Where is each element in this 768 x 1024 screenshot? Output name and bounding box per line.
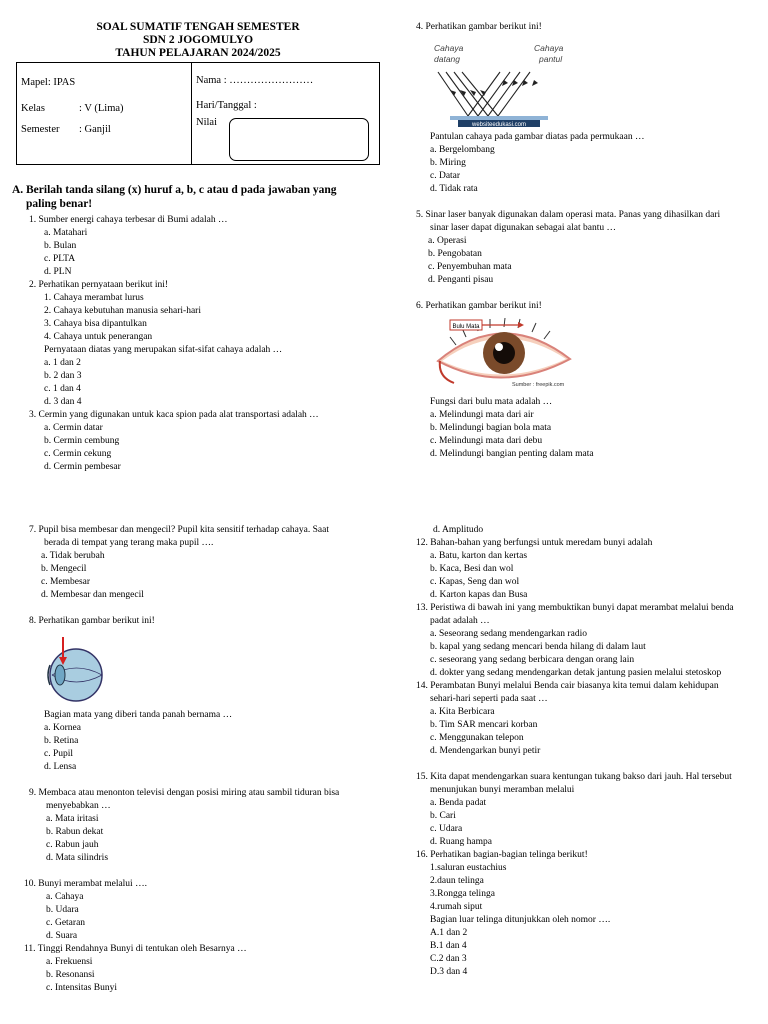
section-a-label: A. xyxy=(12,184,24,196)
semester-label: Semester xyxy=(21,124,60,135)
question-line: d. Melindungi bangian penting dalam mata xyxy=(430,449,594,459)
question-line: 4. Cahaya untuk penerangan xyxy=(44,332,153,342)
question-line: d. Karton kapas dan Busa xyxy=(430,590,528,600)
question-line: c. Intensitas Bunyi xyxy=(46,983,117,993)
question-line: c. PLTA xyxy=(44,254,76,264)
question-line: a. 1 dan 2 xyxy=(44,358,81,368)
question-line: c. 1 dan 4 xyxy=(44,384,81,394)
question-line: a. Batu, karton dan kertas xyxy=(430,551,528,561)
question-line: a. Melindungi mata dari air xyxy=(430,410,534,420)
question-line: Bagian luar telinga ditunjukkan oleh nomor …. xyxy=(430,915,611,925)
question-line: 8. Perhatikan gambar berikut ini! xyxy=(29,616,155,626)
question-line: d. Mata silindris xyxy=(46,853,109,863)
question-line: d. Lensa xyxy=(44,762,77,772)
reflected-light-label-2: pantul xyxy=(539,54,563,64)
info-divider xyxy=(191,63,192,164)
question-line: 2.daun telinga xyxy=(430,876,484,886)
incident-light-label-1: Cahaya xyxy=(434,43,464,53)
question-line: b. Miring xyxy=(430,158,466,168)
question-line: b. Mengecil xyxy=(41,564,87,574)
date-field[interactable]: Hari/Tanggal : xyxy=(196,100,257,111)
question-line: c. Rabun jauh xyxy=(46,840,99,850)
school-name: SDN 2 JOGOMULYO xyxy=(142,34,254,46)
question-line: a. Tidak berubah xyxy=(41,551,105,561)
eye-eyelash-figure xyxy=(432,317,578,391)
question-line: b. Melindungi bagian bola mata xyxy=(430,423,552,433)
question-line: c. seseorang yang sedang berbicara dengan orang lain xyxy=(430,655,635,665)
question-line: d. Amplitudo xyxy=(433,525,484,535)
question-line: a. Cahaya xyxy=(46,892,84,902)
question-line: a. Operasi xyxy=(428,236,467,246)
question-line: c. Menggunakan telepon xyxy=(430,733,524,743)
question-line: a. Kita Berbicara xyxy=(430,707,495,717)
question-line: d. dokter yang sedang mendengarkan detak jantung pasien melalui stetoskop xyxy=(430,668,722,678)
question-line: c. Penyembuhan mata xyxy=(428,262,512,272)
question-line: Pantulan cahaya pada gambar diatas pada permukaan … xyxy=(430,132,645,142)
question-line: d. Suara xyxy=(46,931,78,941)
question-line: b. Rabun dekat xyxy=(46,827,104,837)
question-line: A.1 dan 2 xyxy=(430,928,468,938)
question-line: 11. Tinggi Rendahnya Bunyi di tentukan oleh Besarnya … xyxy=(24,944,247,954)
question-line: b. Kaca, Besi dan wol xyxy=(430,564,514,574)
question-line: 2. Perhatikan pernyataan berikut ini! xyxy=(29,280,169,290)
question-line: b. Cari xyxy=(430,811,456,821)
question-line: Pernyataan diatas yang merupakan sifat-sifat cahaya adalah … xyxy=(44,345,283,355)
question-line: a. Bergelombang xyxy=(430,145,495,155)
question-line: d. Ruang hampa xyxy=(430,837,493,847)
mirror-surface xyxy=(450,116,548,120)
question-line: D.3 dan 4 xyxy=(430,967,468,977)
question-line: c. Kapas, Seng dan wol xyxy=(430,577,520,587)
question-line: b. Pengobatan xyxy=(428,249,482,259)
question-line: c. Udara xyxy=(430,824,463,834)
question-line: b. kapal yang sedang mencari benda hilang di dalam laut xyxy=(430,642,646,652)
question-line: d. Cermin pembesar xyxy=(44,462,121,472)
instruction-line-1: Berilah tanda silang (x) huruf a, b, c atau d pada jawaban yang xyxy=(26,184,337,196)
subject-label: Mapel: IPAS xyxy=(21,77,76,88)
exam-title: SOAL SUMATIF TENGAH SEMESTER xyxy=(96,21,300,33)
question-line: d. Tidak rata xyxy=(430,184,478,194)
eye-cross-section-figure xyxy=(44,635,110,703)
question-line: berada di tempat yang terang maka pupil …. xyxy=(44,538,214,548)
question-line: b. Udara xyxy=(46,905,79,915)
question-line: a. Frekuensi xyxy=(46,957,93,967)
incident-light-label-2: datang xyxy=(434,54,460,64)
question-line: 1.saluran eustachius xyxy=(430,863,507,873)
question-line: b. Bulan xyxy=(44,241,77,251)
question-line: d. 3 dan 4 xyxy=(44,397,82,407)
question-line: c. Cermin cekung xyxy=(44,449,112,459)
question-line: 1. Sumber energi cahaya terbesar di Bumi adalah … xyxy=(29,215,228,225)
question-line: b. Retina xyxy=(44,736,79,746)
class-value: : V (Lima) xyxy=(79,103,124,114)
reflected-light-label-1: Cahaya xyxy=(534,43,564,53)
question-line: a. Matahari xyxy=(44,228,88,238)
semester-value: : Ganjil xyxy=(79,124,111,135)
question-line: 7. Pupil bisa membesar dan mengecil? Pupil kita sensitif terhadap cahaya. Saat xyxy=(29,525,329,535)
question-line: Bagian mata yang diberi tanda panah bernama … xyxy=(44,710,233,720)
question-line: c. Getaran xyxy=(46,918,86,928)
question-line: 5. Sinar laser banyak digunakan dalam operasi mata. Panas yang dihasilkan dari xyxy=(416,210,721,220)
eye-highlight xyxy=(495,343,503,351)
question-line: a. Mata iritasi xyxy=(46,814,99,824)
pointer-arrow xyxy=(518,322,524,328)
question-line: 3.Rongga telinga xyxy=(430,889,495,899)
question-line: 6. Perhatikan gambar berikut ini! xyxy=(416,301,542,311)
question-line: 13. Peristiwa di bawah ini yang membuktikan bunyi dapat merambat melalui benda xyxy=(416,603,734,613)
eyelash-tag-text: Bulu Mata xyxy=(452,324,480,330)
question-line: c. Melindungi mata dari debu xyxy=(430,436,543,446)
question-line: 16. Perhatikan bagian-bagian telinga berikut! xyxy=(416,850,588,860)
question-line: c. Pupil xyxy=(44,749,74,759)
light-reflection-figure xyxy=(428,42,578,128)
class-label: Kelas xyxy=(21,103,45,114)
question-line: d. PLN xyxy=(44,267,72,277)
question-line: a. Seseorang sedang mendengarkan radio xyxy=(430,629,587,639)
question-line: d. Mendengarkan bunyi petir xyxy=(430,746,541,756)
question-line: sehari-hari seperti pada saat … xyxy=(430,694,548,704)
instruction-line-2: paling benar! xyxy=(26,198,93,210)
question-line: c. Membesar xyxy=(41,577,91,587)
question-line: b. Resonansi xyxy=(46,970,95,980)
score-label: Nilai xyxy=(196,117,217,128)
academic-year: TAHUN PELAJARAN 2024/2025 xyxy=(115,47,281,59)
question-line: 3. Cermin yang digunakan untuk kaca spion pada alat transportasi adalah … xyxy=(29,410,319,420)
question-line: 10. Bunyi merambat melalui …. xyxy=(24,879,147,889)
question-line: b. Cermin cembung xyxy=(44,436,120,446)
question-line: 15. Kita dapat mendengarkan suara kentungan tukang bakso dari jauh. Hal tersebut xyxy=(416,772,732,782)
question-line: c. Datar xyxy=(430,171,461,181)
student-info-box xyxy=(16,62,380,165)
source-caption: websiteedukasi.com xyxy=(471,122,527,128)
score-box[interactable] xyxy=(229,118,369,161)
question-line: a. Benda padat xyxy=(430,798,487,808)
question-line: d. Penganti pisau xyxy=(428,275,494,285)
question-line: b. Tim SAR mencari korban xyxy=(430,720,538,730)
section-a-instruction xyxy=(12,183,382,211)
question-line: 2. Cahaya kebutuhan manusia sehari-hari xyxy=(44,306,201,316)
question-line: b. 2 dan 3 xyxy=(44,371,82,381)
question-line: a. Kornea xyxy=(44,723,81,733)
question-line: a. Cermin datar xyxy=(44,423,103,433)
question-line: 9. Membaca atau menonton televisi dengan posisi miring atau sambil tiduran bisa xyxy=(29,788,340,798)
question-line: 12. Bahan-bahan yang berfungsi untuk meredam bunyi adalah xyxy=(416,538,653,548)
question-line: C.2 dan 3 xyxy=(430,954,467,964)
question-line: 14. Perambatan Bunyi melalui Benda cair biasanya kita temui dalam kehidupan xyxy=(416,681,719,691)
question-line: 4.rumah siput xyxy=(430,902,483,912)
question-line: 3. Cahaya bisa dipantulkan xyxy=(44,319,147,329)
eye-lens xyxy=(55,665,65,685)
question-line: menunjukan bunyi meramban melalui xyxy=(430,785,575,795)
question-line: Fungsi dari bulu mata adalah … xyxy=(430,397,553,407)
eye-figure-source: Sumber : freepik.com xyxy=(512,382,565,388)
question-line: 4. Perhatikan gambar berikut ini! xyxy=(416,22,542,32)
question-line: d. Membesar dan mengecil xyxy=(41,590,144,600)
question-line: 1. Cahaya merambat lurus xyxy=(44,293,144,303)
question-line: sinar laser dapat digunakan sebagai alat bantu … xyxy=(430,223,616,233)
question-line: B.1 dan 4 xyxy=(430,941,467,951)
question-line: menyebabkan … xyxy=(46,801,111,811)
question-line: padat adalah … xyxy=(430,616,490,626)
name-field[interactable]: Nama : …………………… xyxy=(196,75,314,86)
